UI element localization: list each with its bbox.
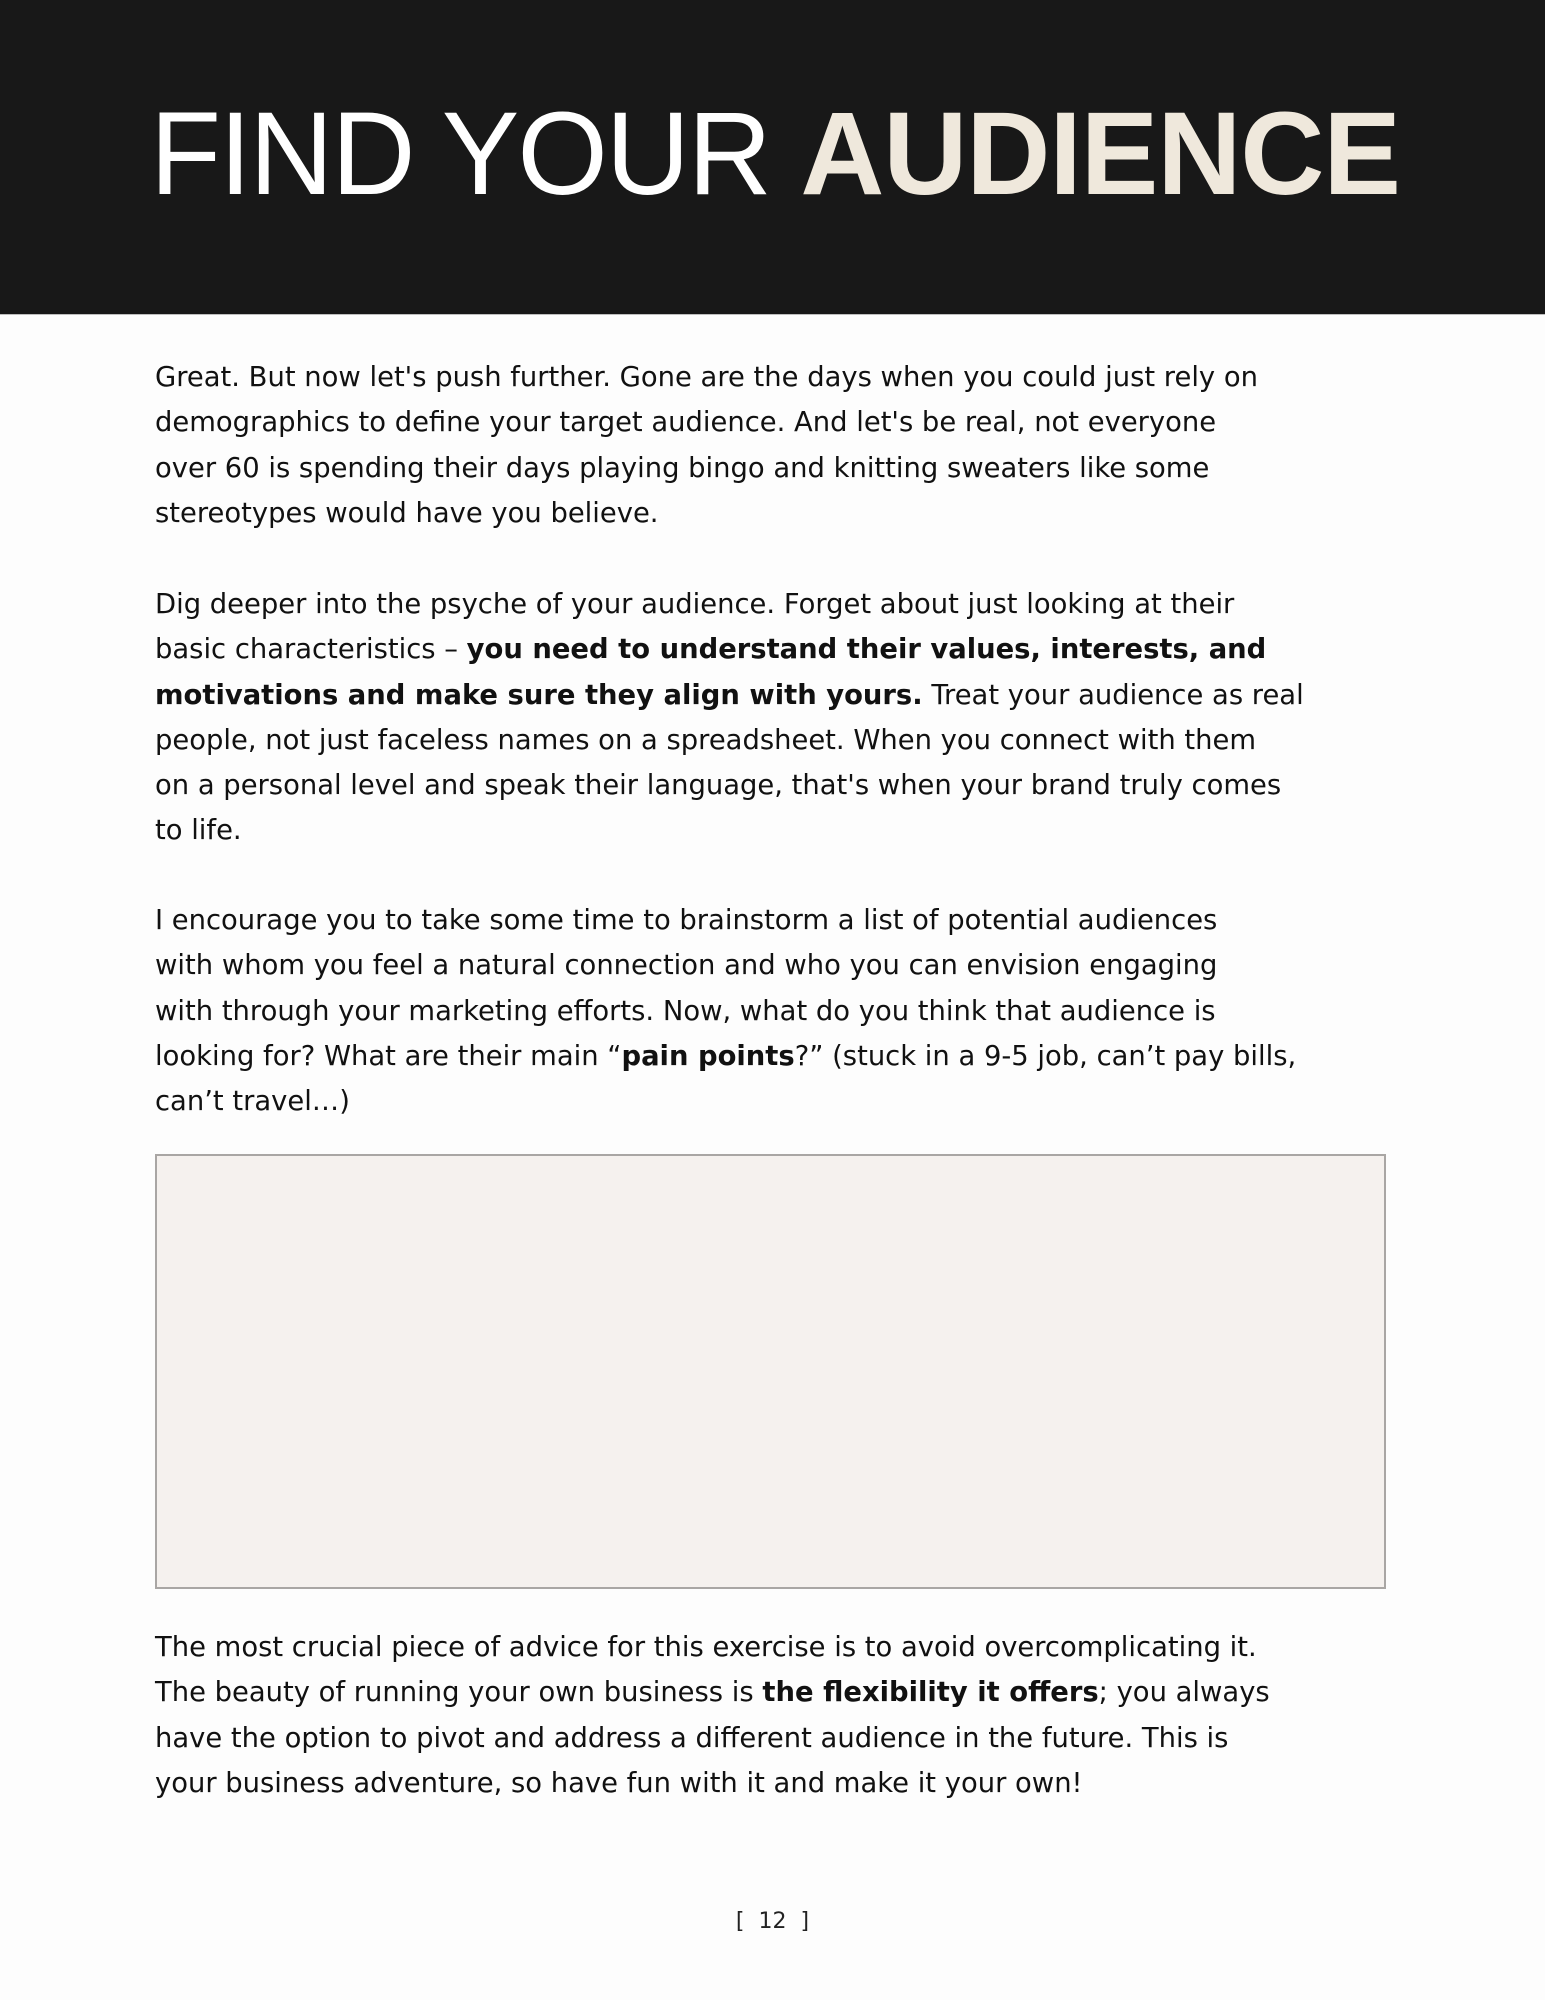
pain-points-answer-box[interactable] xyxy=(155,1154,1386,1589)
title-bold-part: AUDIENCE xyxy=(800,88,1400,220)
text-line: with through your marketing efforts. Now, what do you think that audience is xyxy=(155,994,1216,1027)
text-run: looking for? What are their main “ xyxy=(155,1039,622,1072)
text-line: I encourage you to take some time to brainstorm a list of potential audiences xyxy=(155,904,1218,936)
text-line: The most crucial piece of advice for this exercise is to avoid overcomplicating it. xyxy=(155,1631,1257,1663)
text-line: Dig deeper into the psyche of your audience. Forget about just looking at their xyxy=(155,588,1235,620)
text-run: The beauty of running your own business is xyxy=(155,1676,763,1709)
page-header xyxy=(0,0,1545,315)
text-line: demographics to define your target audience. And let's be real, not everyone xyxy=(155,406,1217,439)
bold-emphasis: the flexibility it offers xyxy=(762,1676,1099,1709)
bold-emphasis: pain points xyxy=(621,1039,795,1072)
text-line xyxy=(155,1034,1390,1079)
text-line xyxy=(155,673,1390,718)
text-run: ; you always xyxy=(1098,1676,1270,1709)
bold-emphasis: motivations and make sure they align with yours. xyxy=(155,678,923,711)
text-line: over 60 is spending their days playing bingo and knitting sweaters like some xyxy=(155,451,1210,484)
text-line xyxy=(155,1670,1390,1715)
paragraph-advice xyxy=(155,1625,1395,1806)
text-line: people, not just faceless names on a spreadsheet. When you connect with them xyxy=(155,723,1257,756)
bold-emphasis: you need to understand their values, interests, and xyxy=(466,633,1267,666)
text-line: to life. xyxy=(155,814,242,847)
page-number: [ 12 ] xyxy=(735,1909,810,1934)
text-run: Treat your audience as real xyxy=(922,678,1304,711)
text-line: stereotypes would have you believe. xyxy=(155,496,659,529)
text-line xyxy=(155,627,1390,672)
text-line: on a personal level and speak their language, that's when your brand truly comes xyxy=(155,769,1282,802)
paragraph-psyche xyxy=(155,582,1395,854)
text-line: can’t travel…) xyxy=(155,1085,350,1118)
page-title xyxy=(150,84,1400,244)
paragraph-intro xyxy=(155,355,1395,536)
paragraph-brainstorm xyxy=(155,898,1395,1124)
page-title-text xyxy=(150,84,1400,224)
text-line: your business adventure, so have fun with it and make it your own! xyxy=(155,1766,1083,1799)
text-line: with whom you feel a natural connection and who you can envision engaging xyxy=(155,949,1218,982)
text-run: basic characteristics – xyxy=(155,633,467,666)
text-line: Great. But now let's push further. Gone are the days when you could just rely on xyxy=(155,361,1258,393)
text-run: ?” (stuck in a 9-5 job, can’t pay bills, xyxy=(794,1039,1297,1072)
title-light-part: FIND YOUR xyxy=(150,88,801,220)
text-line: have the option to pivot and address a different audience in the future. This is xyxy=(155,1721,1229,1754)
